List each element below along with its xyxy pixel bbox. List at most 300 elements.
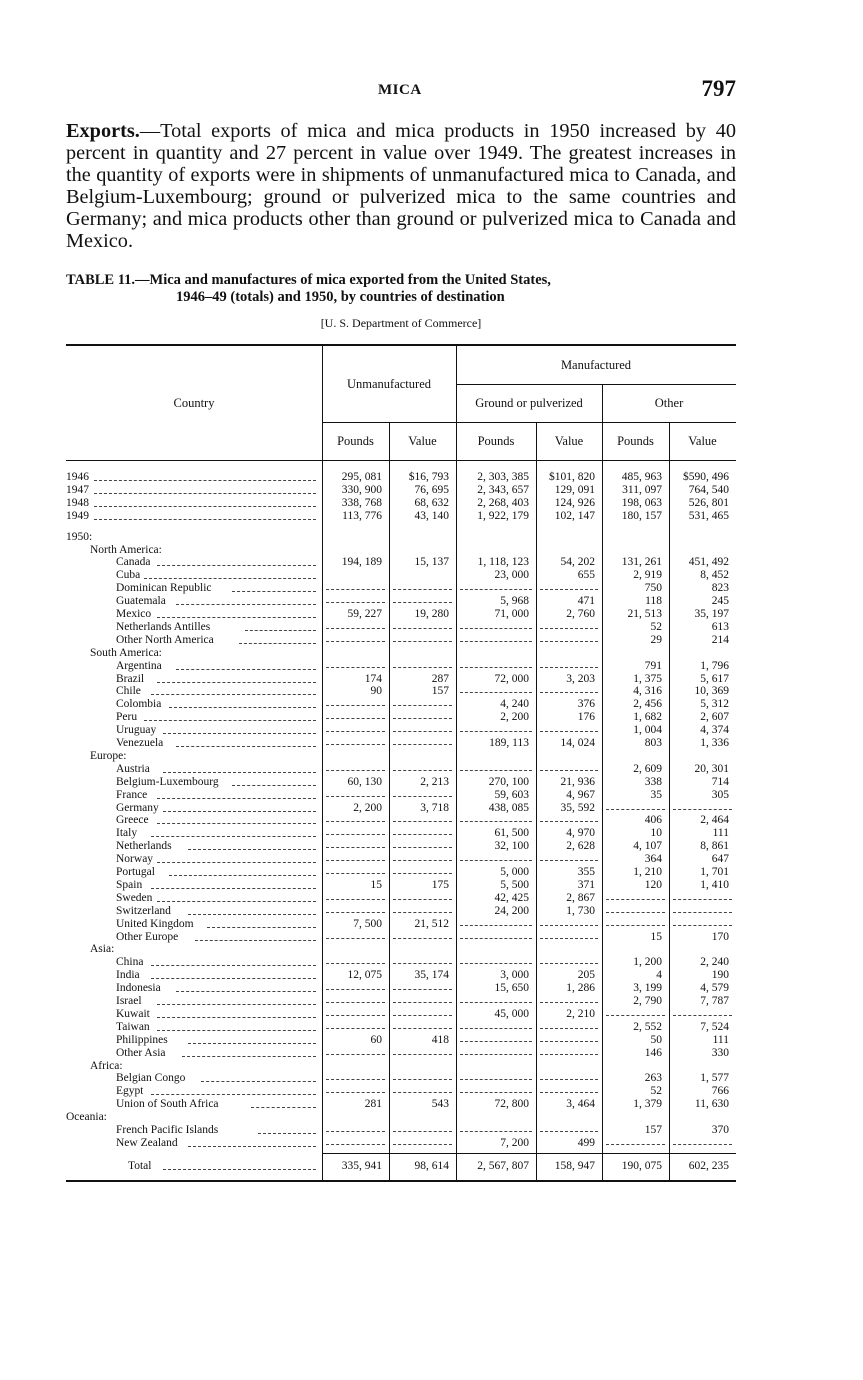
empty-cell-dash [540,1054,598,1055]
gr-val-cell: 499 [577,1136,595,1149]
empty-cell-dash [326,770,385,771]
table-row [66,1021,736,1034]
gr-val-cell: 129, 091 [554,483,595,496]
dot-leader [151,965,317,966]
ot-val-cell: 245 [711,595,729,608]
unm-val-cell: 287 [431,672,449,685]
empty-cell-dash [606,809,665,810]
dot-leader [251,1107,316,1108]
country-label: 1947 [66,483,89,496]
country-label: Taiwan [116,1020,150,1033]
empty-cell-dash [326,628,385,629]
empty-cell-dash [326,744,385,745]
gr-lb-cell: 1, 922, 179 [477,509,529,522]
ot-val-cell: $590, 496 [683,471,729,483]
ot-val-cell: 764, 540 [688,483,729,496]
table-row [66,866,736,879]
ot-lb-cell: 803 [644,737,662,749]
empty-cell-dash [540,925,598,926]
country-label: Peru [116,711,138,724]
column-divider [536,461,537,1180]
empty-cell-dash [393,770,452,771]
ot-val-cell: 370 [711,1124,729,1136]
empty-cell-dash [393,860,452,861]
ot-lb-cell: 2, 552 [633,1020,662,1033]
unm-lb-cell: 113, 776 [342,509,382,522]
dot-leader [157,617,316,618]
gr-val-cell: 1, 286 [566,982,595,995]
table-row [66,711,736,724]
dot-leader [157,682,316,683]
empty-cell-dash [393,912,452,913]
ot-val-cell: 5, 312 [700,698,729,711]
ot-val-cell: 613 [711,620,729,633]
table-row [66,982,736,995]
empty-cell-dash [326,1131,385,1132]
gr-lb-cell: 23, 000 [494,569,529,582]
country-label: Brazil [116,672,145,685]
unm-val-cell: 43, 140 [414,509,449,522]
country-label: Austria [116,762,150,775]
table-total-row [66,1160,736,1173]
empty-cell-dash [460,628,532,629]
empty-cell-dash [460,938,532,939]
dot-leader [232,591,316,592]
unm-val-cell: 543 [431,1098,449,1111]
empty-cell-dash [393,1015,452,1016]
dot-leader [151,694,317,695]
gr-lb-cell: 72, 800 [494,1098,529,1111]
country-label: Other North America [116,633,214,646]
empty-cell-dash [540,1041,598,1042]
country-label: Philippines [116,1033,168,1046]
dot-leader [151,1094,317,1095]
table-row [66,685,736,698]
empty-cell-dash [673,809,732,810]
column-divider [456,461,457,1180]
table-row [66,497,736,510]
ot-val-cell: 111 [712,1033,729,1046]
gr-val-cell: 655 [577,569,595,582]
dot-leader [188,1146,316,1147]
table-row [66,853,736,866]
dot-leader [176,669,316,670]
ot-val-cell: 1, 701 [700,866,729,878]
caption-line-1: TABLE 11.—Mica and manufactures of mica exported from the United States, [66,272,551,288]
empty-cell-dash [326,1028,385,1029]
unm-lb-cell: 295, 081 [341,471,382,483]
empty-cell-dash [673,1144,732,1145]
unm-val-cell: $16, 793 [408,471,449,483]
gr-lb-cell: 71, 000 [494,608,529,620]
table-row [66,531,736,544]
ot-val-cell: 1, 796 [700,659,729,672]
table-row [66,789,736,802]
ot-val-cell: 1, 410 [700,878,729,891]
caption-line-2: 1946–49 (totals) and 1950, by countries of destination [176,289,505,305]
empty-cell-dash [460,1041,532,1042]
table-row [66,840,736,853]
gr-lb-cell: 2, 567, 807 [477,1159,529,1172]
unm-val-cell: 157 [431,685,449,698]
table-row [66,1008,736,1021]
gr-lb-cell: 5, 968 [500,595,529,608]
table-row [66,892,736,905]
ot-val-cell: 714 [711,775,729,788]
unm-val-cell: 35, 174 [414,969,449,982]
column-divider [669,461,670,1180]
table-row [66,569,736,582]
ot-lb-cell: 1, 682 [633,711,662,724]
empty-cell-dash [540,641,598,642]
empty-cell-dash [326,1144,385,1145]
ot-val-cell: 823 [711,582,729,595]
gr-val-cell: 2, 867 [566,891,595,904]
empty-cell-dash [393,1028,452,1029]
empty-cell-dash [540,963,598,964]
empty-cell-dash [540,628,598,629]
country-label: 1946 [66,471,89,483]
ot-val-cell: 5, 617 [700,672,729,685]
gr-val-cell: 371 [577,878,595,891]
ot-lb-cell: 131, 261 [621,556,662,569]
empty-cell-dash [540,938,598,939]
table-row [66,737,736,750]
empty-cell-dash [540,731,598,732]
country-label: Chile [116,685,141,698]
dot-leader [239,643,316,644]
country-label: French Pacific Islands [116,1124,219,1136]
empty-cell-dash [393,963,452,964]
ot-val-cell: 7, 787 [700,995,729,1007]
empty-cell-dash [326,847,385,848]
country-label: Africa: [90,1059,123,1072]
empty-cell-dash [326,873,385,874]
empty-cell-dash [606,899,665,900]
dot-leader [157,862,316,863]
empty-cell-dash [460,641,532,642]
column-divider [389,461,390,1180]
gr-val-cell: 3, 464 [566,1098,595,1111]
table-caption [66,272,736,306]
header-rule [456,384,736,385]
unm-val-cell: 76, 695 [414,483,449,496]
dot-leader [188,849,316,850]
country-label: Spain [116,878,143,891]
dot-leader [176,991,316,992]
empty-cell-dash [460,1054,532,1055]
unm-lb-cell: 7, 500 [353,917,382,930]
paragraph-text: —Total exports of mica and mica products in 1950 increased by 40 percent in quantity and 27 percent in value over 1949. The greatest increases in the quantity of exports were in shipments of unmanufactured mica to Canada, and Belgium-Luxembourg; ground or pulverized mica to the same countries and Germany; and mica products other than ground or pulverized mica to Canada and Mexico. [66,120,736,252]
empty-cell-dash [393,718,452,719]
unm-lb-cell: 2, 200 [353,801,382,814]
table-row [66,660,736,673]
gr-val-cell: 158, 947 [554,1159,595,1172]
dot-leader [182,1056,316,1057]
table-row [66,544,736,557]
table-body [66,461,736,1182]
country-label: China [116,956,144,969]
empty-cell-dash [460,667,532,668]
ot-lb-cell: 21, 513 [627,608,662,620]
empty-cell-dash [393,873,452,874]
dot-leader [201,1081,316,1082]
dot-leader [169,707,316,708]
country-label: Mexico [116,608,152,620]
ot-lb-cell: 1, 210 [633,866,662,878]
ot-lb-cell: 52 [650,620,662,633]
empty-cell-dash [393,899,452,900]
dot-leader [94,506,316,507]
table-source: [U. S. Department of Commerce] [320,316,482,330]
empty-cell-dash [540,821,598,822]
empty-cell-dash [393,989,452,990]
column-divider [602,461,603,1180]
empty-cell-dash [393,667,452,668]
empty-cell-dash [673,925,732,926]
dot-leader [163,733,316,734]
unm-lb-cell: 15 [370,878,382,891]
ot-lb-cell: 791 [644,659,662,672]
country-label: New Zealand [116,1136,178,1149]
empty-cell-dash [540,1028,598,1029]
table-row [66,1098,736,1111]
dot-leader [151,836,317,837]
country-label: Canada [116,556,151,569]
ot-lb-cell: 4 [656,969,662,982]
empty-cell-dash [606,1144,665,1145]
unm-val-cell: 19, 280 [414,608,449,620]
ot-lb-cell: 1, 200 [633,956,662,969]
ot-lb-cell: 750 [644,582,662,595]
empty-cell-dash [393,1144,452,1145]
country-label: Italy [116,827,138,840]
country-label: Belgian Congo [116,1072,186,1085]
table-row [66,763,736,776]
gr-lb-cell: 2, 200 [500,711,529,724]
country-label: Indonesia [116,982,161,995]
ot-val-cell: 8, 861 [700,840,729,853]
ot-val-cell: 4, 374 [700,724,729,737]
paragraph-lead: Exports. [66,120,140,142]
table-row [66,802,736,815]
empty-cell-dash [460,1131,532,1132]
table-row [66,905,736,918]
dot-leader [157,1017,316,1018]
dot-leader [94,519,316,520]
ot-lb-cell: 10 [650,827,662,840]
header-divider [536,422,537,460]
ot-lb-cell: 364 [644,853,662,866]
country-label: 1948 [66,496,89,509]
gr-lb-cell: 32, 100 [494,840,529,853]
empty-cell-dash [460,963,532,964]
country-label: Greece [116,814,149,827]
table-row [66,647,736,660]
header-ot-value: Value [688,433,717,448]
country-label: Norway [116,853,154,866]
unm-lb-cell: 330, 900 [341,483,382,496]
header-divider [669,422,670,460]
dot-leader [157,901,316,902]
page-number: 797 [701,76,736,101]
gr-lb-cell: 24, 200 [494,904,529,917]
empty-cell-dash [326,589,385,590]
ot-lb-cell: 180, 157 [621,509,662,522]
gr-lb-cell: 4, 240 [500,698,529,711]
empty-cell-dash [540,860,598,861]
gr-val-cell: 124, 926 [554,496,595,509]
table-row [66,931,736,944]
ot-val-cell: 10, 369 [694,685,729,698]
ot-lb-cell: 120 [644,878,662,891]
country-label: Portugal [116,866,155,878]
table-row [66,484,736,497]
dot-leader [258,1133,316,1134]
gr-lb-cell: 2, 268, 403 [477,496,529,509]
gr-val-cell: 2, 628 [566,840,595,853]
unm-val-cell: 418 [431,1033,449,1046]
ot-val-cell: 647 [711,853,729,866]
ot-lb-cell: 198, 063 [621,496,662,509]
country-label: Union of South Africa [116,1098,219,1111]
empty-cell-dash [326,912,385,913]
dot-leader [157,798,316,799]
country-label: Other Europe [116,930,179,943]
gr-lb-cell: 5, 500 [500,878,529,891]
dot-leader [169,875,316,876]
header-divider [456,346,457,460]
gr-val-cell: 376 [577,698,595,711]
country-label: Sweden [116,891,153,904]
gr-lb-cell: 438, 085 [488,801,529,814]
gr-val-cell: 54, 202 [560,556,595,569]
gr-val-cell: 205 [577,969,595,982]
country-label: Netherlands [116,840,172,853]
gr-lb-cell: 61, 500 [494,827,529,840]
gr-val-cell: 4, 967 [566,788,595,801]
gr-val-cell: 14, 024 [560,737,595,749]
empty-cell-dash [326,667,385,668]
empty-cell-dash [326,718,385,719]
gr-val-cell: 2, 210 [566,1007,595,1020]
table-row [66,582,736,595]
ot-lb-cell: 338 [644,775,662,788]
gr-val-cell: 176 [577,711,595,724]
dot-leader [163,772,316,773]
gr-lb-cell: 3, 000 [500,969,529,982]
empty-cell-dash [326,963,385,964]
ot-val-cell: 7, 524 [700,1020,729,1033]
dot-leader [157,1030,316,1031]
table-row [66,471,736,484]
empty-cell-dash [393,641,452,642]
empty-cell-dash [326,1079,385,1080]
dot-leader [151,888,317,889]
ot-lb-cell: 35 [650,788,662,801]
empty-cell-dash [326,938,385,939]
country-label: France [116,788,148,801]
table-row [66,595,736,608]
gr-val-cell: $101, 820 [549,471,595,483]
ot-lb-cell: 2, 919 [633,569,662,582]
empty-cell-dash [326,989,385,990]
header-rule [322,422,736,423]
table-row [66,698,736,711]
gr-val-cell: 1, 730 [566,904,595,917]
table-row [66,556,736,569]
dot-leader [176,746,316,747]
empty-cell-dash [540,589,598,590]
ot-val-cell: 190 [711,969,729,982]
empty-cell-dash [393,834,452,835]
header-gr-pounds: Pounds [477,433,515,448]
country-label: 1950: [66,530,93,543]
empty-cell-dash [606,925,665,926]
gr-lb-cell: 5, 000 [500,866,529,878]
country-label: India [116,969,140,982]
empty-cell-dash [326,1054,385,1055]
table-row [66,943,736,956]
ot-val-cell: 602, 235 [688,1159,729,1172]
header-unm-pounds: Pounds [337,433,374,448]
header-ot-pounds: Pounds [617,433,654,448]
ot-val-cell: 1, 577 [700,1072,729,1085]
ot-lb-cell: 1, 004 [633,724,662,737]
gr-lb-cell: 45, 000 [494,1007,529,1020]
ot-lb-cell: 2, 609 [633,762,662,775]
table-row [66,1124,736,1137]
dot-leader [144,720,316,721]
country-label: Asia: [90,943,115,956]
total-rule [322,1153,736,1154]
table-row [66,956,736,969]
country-label: Egypt [116,1085,144,1098]
table-row [66,969,736,982]
gr-lb-cell: 270, 100 [488,775,529,788]
empty-cell-dash [326,821,385,822]
table-row [66,995,736,1008]
dot-leader [151,978,317,979]
country-label: Cuba [116,569,141,582]
table-row [66,724,736,737]
ot-lb-cell: 3, 199 [633,982,662,995]
table-row [66,1137,736,1150]
empty-cell-dash [326,834,385,835]
gr-val-cell: 2, 760 [566,608,595,620]
empty-cell-dash [326,1002,385,1003]
header-gr-value: Value [554,433,584,448]
table-row [66,673,736,686]
country-label: Belgium-Luxembourg [116,775,219,788]
country-label: Colombia [116,698,162,711]
unm-lb-cell: 90 [370,685,382,698]
country-label: Argentina [116,659,162,672]
empty-cell-dash [606,1015,665,1016]
ot-lb-cell: 29 [650,633,662,646]
empty-cell-dash [673,899,732,900]
ot-val-cell: 2, 240 [700,956,729,969]
table-row [66,608,736,621]
empty-cell-dash [326,602,385,603]
header-unm-value: Value [408,433,437,448]
ot-val-cell: 8, 452 [700,569,729,582]
header-unmanufactured: Unmanufactured [347,376,431,391]
empty-cell-dash [326,641,385,642]
table-row [66,879,736,892]
ot-lb-cell: 157 [644,1124,662,1136]
table-row [66,814,736,827]
